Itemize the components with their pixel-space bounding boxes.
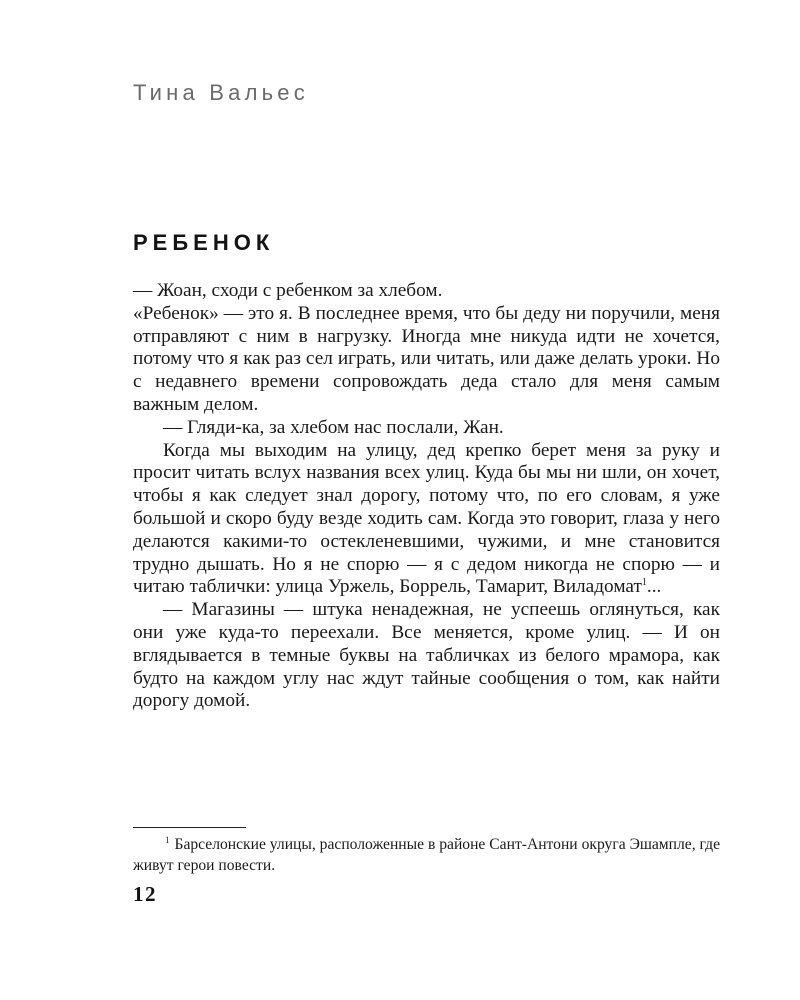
paragraph-4-ellipsis: ... xyxy=(646,576,662,598)
body-text xyxy=(133,280,720,713)
footnote-reference[interactable]: 1 xyxy=(641,577,647,589)
running-head-author: Тина Вальес xyxy=(133,80,309,105)
paragraph-4-text: Когда мы выходим на улицу, дед крепко берет меня за руку и просит читать вслух названия всех улиц. Куда бы мы ни шли, он хочет, чтобы я как следует знал дорогу, потому что, по его словам, я уже большой и скоро буду везде ходить сам. Когда это говорит, глаза у него делаются какими-то остекленевшими, чужими, и мне становится трудно дышать. Но я не спорю — я с дедом никогда не спорю — и читаю таблички: улица Уржель, Боррель, Тамарит, Виладомат xyxy=(133,439,720,598)
footnote-divider xyxy=(133,827,246,828)
paragraph-1: — Жоан, сходи с ребенком за хлебом. xyxy=(133,280,443,301)
chapter-title: РЕБЕНОК xyxy=(133,230,275,255)
paragraph-2: «Ребенок» — это я. В последнее время, что бы деду ни поручили, меня отправляют с ним в нагрузку. Иногда мне никуда идти не хочется, потому что я как раз сел играть, или читать, или даже делать уроки. Но с недавнего времени сопровождать деда стало для меня самым важным делом. xyxy=(133,302,720,415)
footnote xyxy=(133,834,720,876)
footnote-text: Барселонские улицы, расположенные в районе Сант-Антони округа Эшампле, где живут герои повести. xyxy=(133,836,720,874)
paragraph-3: — Гляди-ка, за хлебом нас послали, Жан. xyxy=(163,416,504,438)
page-number: 12 xyxy=(133,882,157,906)
paragraph-4 xyxy=(133,440,720,600)
footnote-number: 1 xyxy=(165,835,170,845)
paragraph-5: — Магазины — штука ненадежная, не успеешь оглянуться, как они уже куда-то переехали. Все меняется, кроме улиц. — И он вглядывается в темные буквы на табличках из белого мрамора, как будто на каждом углу нас ждут тайные сообщения о том, как найти дорогу домой. xyxy=(133,599,720,712)
